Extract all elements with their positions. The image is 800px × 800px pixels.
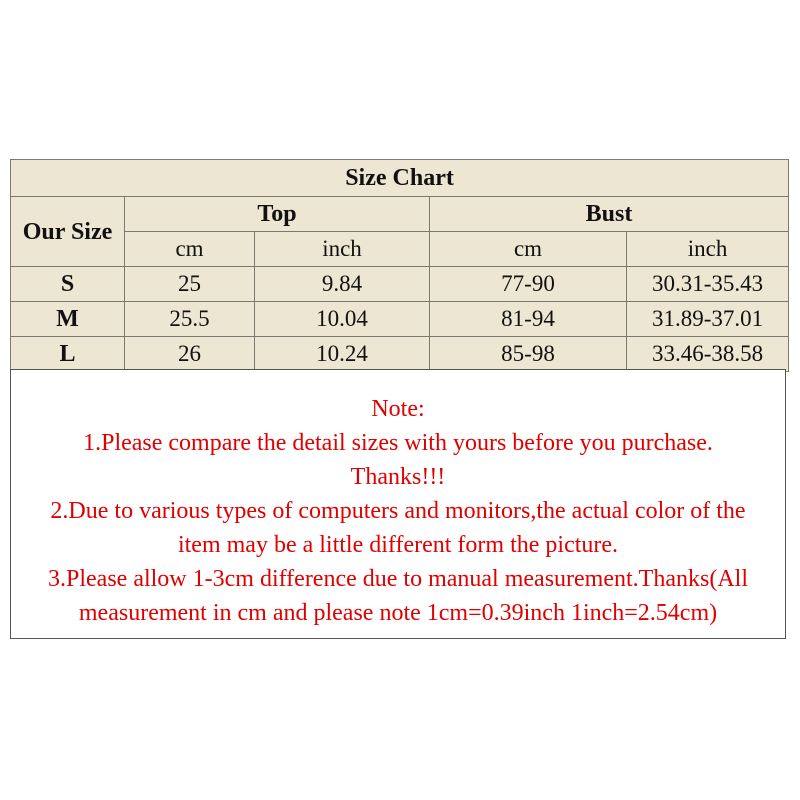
bust-cm-cell: 77-90	[430, 267, 627, 302]
table-group-header-row	[11, 197, 789, 232]
top-inch-cell: 10.04	[255, 302, 430, 337]
bust-inch-cell: 30.31-35.43	[627, 267, 789, 302]
size-chart-table	[10, 159, 789, 372]
bust-inch-cell: 31.89-37.01	[627, 302, 789, 337]
top-cm-cell: 25.5	[125, 302, 255, 337]
unit-header-bust-cm: cm	[430, 232, 627, 267]
top-header: Top	[125, 197, 430, 232]
note-heading: Note:	[371, 396, 425, 422]
unit-header-top-cm: cm	[125, 232, 255, 267]
size-cell: S	[11, 267, 125, 302]
table-title: Size Chart	[11, 160, 789, 197]
note-line: item may be a little different form the picture.	[177, 532, 619, 558]
size-cell: M	[11, 302, 125, 337]
note-line: measurement in cm and please note 1cm=0.39inch 1inch=2.54cm)	[78, 600, 718, 626]
unit-header-top-inch: inch	[255, 232, 430, 267]
bust-cm-cell: 81-94	[430, 302, 627, 337]
table-row	[11, 337, 789, 372]
our-size-header: Our Size	[11, 197, 125, 267]
note-line: Thanks!!!	[350, 464, 446, 490]
note-line: 2.Due to various types of computers and monitors,the actual color of the	[50, 498, 746, 524]
note-line: 3.Please allow 1-3cm difference due to manual measurement.Thanks(All	[48, 566, 748, 592]
top-cm-cell: 25	[125, 267, 255, 302]
note-line: 1.Please compare the detail sizes with yours before you purchase.	[83, 430, 713, 456]
table-row	[11, 267, 789, 302]
table-unit-header-row	[11, 232, 789, 267]
table-title-row	[11, 160, 789, 197]
table-row	[11, 302, 789, 337]
top-cm-cell: 26	[125, 337, 255, 372]
top-inch-cell: 9.84	[255, 267, 430, 302]
bust-inch-cell: 33.46-38.58	[627, 337, 789, 372]
size-cell: L	[11, 337, 125, 372]
bust-cm-cell: 85-98	[430, 337, 627, 372]
notes-box	[10, 369, 786, 639]
top-inch-cell: 10.24	[255, 337, 430, 372]
bust-header: Bust	[430, 197, 789, 232]
unit-header-bust-inch: inch	[627, 232, 789, 267]
